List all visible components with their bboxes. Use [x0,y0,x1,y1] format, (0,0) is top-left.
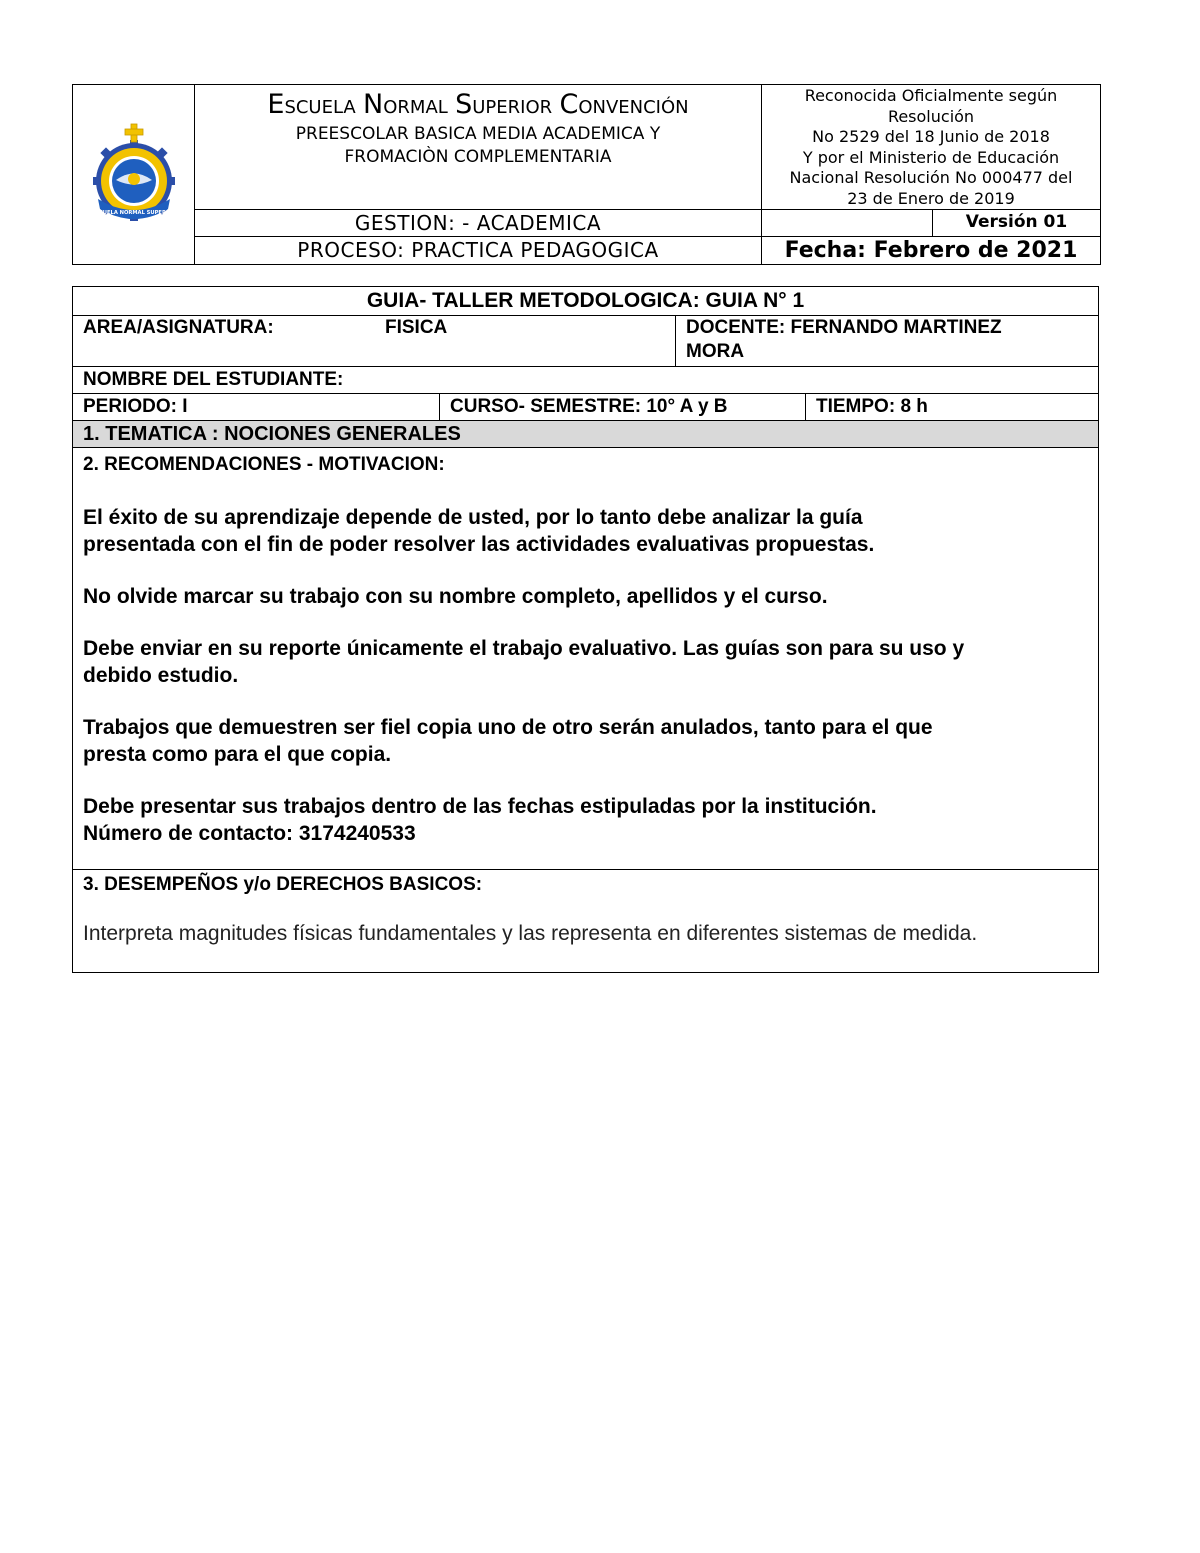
recommendation-paragraph [83,793,1084,847]
recommendation-paragraph [83,635,1084,689]
logo-cell [73,85,195,265]
school-logo-icon [84,123,184,223]
recognition-line: No 2529 del 18 Junio de 2018 [812,127,1050,146]
docente-line: DOCENTE: FERNANDO MARTINEZ [686,317,1002,338]
guide-table [72,286,1099,973]
document-header [72,84,1101,265]
recognition-line: Resolución [887,106,975,126]
version-blank [762,210,933,236]
version-cell [762,210,1101,237]
gestion-label: GESTION: - ACADEMICA [195,210,762,237]
paragraph-line: No olvide marcar su trabajo con su nombre completo, apellidos y el curso. [83,585,828,608]
svg-text:ESCUELA NORMAL SUPERIOR: ESCUELA NORMAL SUPERIOR [91,209,176,216]
school-name-word-1: ESCUELA [267,89,356,120]
school-info-cell [195,85,762,210]
area-cell [73,316,676,367]
recommendation-paragraph [83,714,1084,768]
proceso-label: PROCESO: PRACTICA PEDAGOGICA [195,237,762,265]
desempenos-text: Interpreta magnitudes físicas fundamentales y las representa en diferentes sistemas de medida. [83,922,978,945]
recognition-line: Y por el Ministerio de Educación [802,147,1060,167]
contact-number: Número de contacto: 3174240533 [83,822,416,845]
paragraph-line: Debe enviar en su reporte únicamente el trabajo evaluativo. Las guías son para su uso y [83,637,965,660]
recommendations-cell [73,448,1099,870]
paragraph-line: presta como para el que copia. [83,743,392,766]
school-subtitle-2: FROMACIÒN COMPLEMENTARIA [344,147,612,167]
paragraph-line: Debe presentar sus trabajos dentro de las fechas estipuladas por la institución. [83,795,877,818]
recognition-line: 23 de Enero de 2019 [847,188,1015,208]
desempenos-heading: 3. DESEMPEÑOS y/o DERECHOS BASICOS: [83,874,483,895]
docente-cell [676,316,1099,367]
paragraph-line: Trabajos que demuestren ser fiel copia uno de otro serán anulados, tanto para el que [83,716,933,739]
tematica-row: 1. TEMATICA : NOCIONES GENERALES [73,421,1099,448]
fecha-label: Fecha: Febrero de 2021 [762,237,1101,265]
paragraph-line: debido estudio. [83,664,239,687]
school-subtitle-1: PREESCOLAR BASICA MEDIA ACADEMICA Y [295,124,661,144]
recognition-line: Nacional Resolución No 000477 del [789,168,1073,187]
school-name-word-2: NORMAL [363,89,448,120]
student-name-field: NOMBRE DEL ESTUDIANTE: [73,367,1099,394]
area-label: AREA/ASIGNATURA: [83,317,274,338]
docente-line: MORA [686,341,745,362]
recommendations-heading: 2. RECOMENDACIONES - MOTIVACION: [83,454,445,475]
tiempo-cell: TIEMPO: 8 h [806,394,1099,421]
recommendation-paragraph [83,583,1084,610]
school-name-word-4: CONVENCIÓN [559,89,689,120]
area-value: FISICA [385,317,448,338]
school-name-word-3: SUPERIOR [455,89,553,120]
curso-cell: CURSO- SEMESTRE: 10° A y B [440,394,806,421]
periodo-cell: PERIODO: I [73,394,440,421]
paragraph-line: El éxito de su aprendizaje depende de usted, por lo tanto debe analizar la guía [83,506,863,529]
recognition-cell [762,85,1101,210]
version-label: Versión 01 [965,212,1068,232]
recommendation-paragraph [83,504,1084,558]
desempenos-cell [73,870,1099,973]
school-name [195,91,761,122]
recognition-line: Reconocida Oficialmente según [804,86,1058,105]
paragraph-line: presentada con el fin de poder resolver las actividades evaluativas propuestas. [83,533,875,556]
guide-title: GUIA- TALLER METODOLOGICA: GUIA N° 1 [73,287,1099,316]
